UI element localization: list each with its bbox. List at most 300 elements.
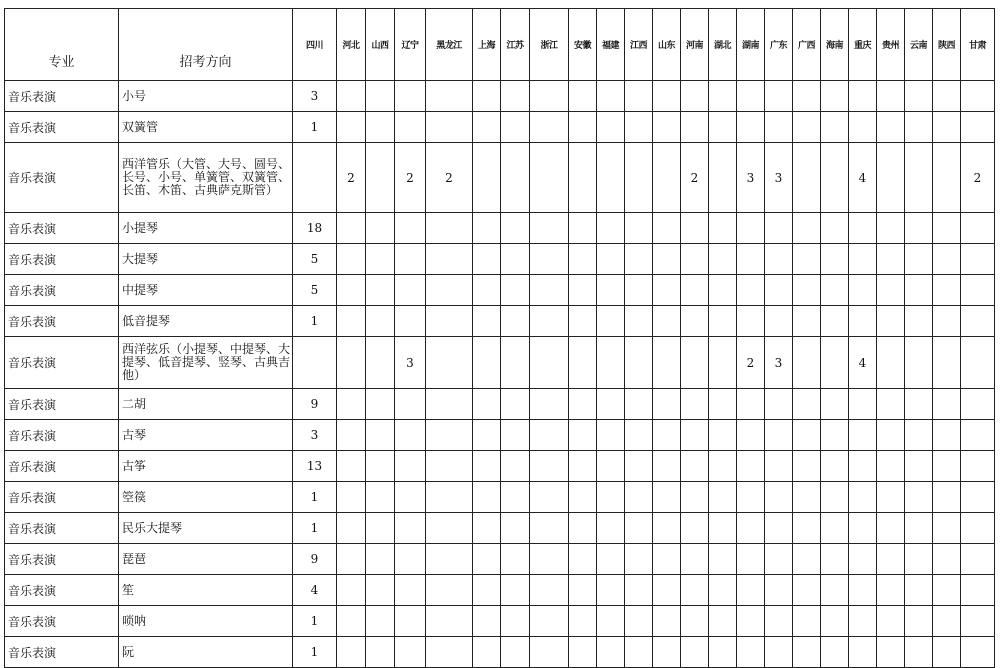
count-cell [681, 244, 709, 275]
count-cell [821, 513, 849, 544]
count-cell: 3 [765, 143, 793, 213]
count-cell [737, 575, 765, 606]
count-cell [530, 275, 569, 306]
count-cell [849, 81, 877, 112]
count-cell [501, 513, 530, 544]
count-cell [821, 306, 849, 337]
count-cell [569, 637, 597, 668]
header-province: 广东 [765, 9, 793, 81]
count-cell [765, 389, 793, 420]
count-cell [821, 606, 849, 637]
count-cell [597, 637, 625, 668]
count-cell: 2 [426, 143, 473, 213]
count-cell [366, 637, 395, 668]
count-cell [597, 544, 625, 575]
count-cell [933, 389, 961, 420]
count-cell [961, 575, 995, 606]
count-cell [597, 451, 625, 482]
count-cell [530, 637, 569, 668]
count-cell [653, 81, 681, 112]
count-cell [653, 389, 681, 420]
count-cell [681, 637, 709, 668]
count-cell [961, 482, 995, 513]
count-cell [737, 81, 765, 112]
count-cell [653, 544, 681, 575]
table-row [5, 112, 995, 143]
count-cell [395, 244, 426, 275]
table-row [5, 337, 995, 389]
count-cell [597, 420, 625, 451]
count-cell [765, 244, 793, 275]
count-cell [337, 389, 366, 420]
count-cell [905, 637, 933, 668]
count-cell [821, 112, 849, 143]
count-cell [961, 306, 995, 337]
count-cell [793, 451, 821, 482]
major-cell: 音乐表演 [5, 482, 119, 513]
count-cell [395, 213, 426, 244]
count-cell [366, 513, 395, 544]
count-cell [597, 482, 625, 513]
count-cell: 1 [293, 112, 337, 143]
count-cell [337, 544, 366, 575]
count-cell [426, 575, 473, 606]
count-cell [765, 112, 793, 143]
count-cell [849, 389, 877, 420]
count-cell [653, 451, 681, 482]
count-cell [793, 482, 821, 513]
count-cell [501, 544, 530, 575]
count-cell [337, 306, 366, 337]
count-cell [961, 451, 995, 482]
count-cell [569, 513, 597, 544]
count-cell [569, 451, 597, 482]
count-cell [821, 451, 849, 482]
count-cell [877, 306, 905, 337]
major-cell: 音乐表演 [5, 112, 119, 143]
count-cell: 5 [293, 244, 337, 275]
count-cell [293, 143, 337, 213]
count-cell [821, 389, 849, 420]
count-cell [395, 389, 426, 420]
count-cell [737, 275, 765, 306]
count-cell [597, 337, 625, 389]
count-cell [709, 575, 737, 606]
count-cell [793, 213, 821, 244]
count-cell [877, 513, 905, 544]
count-cell [793, 337, 821, 389]
count-cell [653, 482, 681, 513]
count-cell [501, 112, 530, 143]
count-cell [366, 389, 395, 420]
header-province: 湖北 [709, 9, 737, 81]
count-cell [395, 112, 426, 143]
header-province: 山西 [366, 9, 395, 81]
count-cell [653, 244, 681, 275]
count-cell [933, 306, 961, 337]
count-cell [961, 513, 995, 544]
count-cell [681, 482, 709, 513]
count-cell [473, 112, 501, 143]
count-cell [905, 606, 933, 637]
count-cell [793, 420, 821, 451]
count-cell [849, 544, 877, 575]
count-cell [625, 482, 653, 513]
count-cell [821, 544, 849, 575]
count-cell [426, 213, 473, 244]
count-cell [961, 213, 995, 244]
count-cell [366, 306, 395, 337]
count-cell [501, 244, 530, 275]
count-cell [933, 575, 961, 606]
count-cell [877, 637, 905, 668]
count-cell [877, 275, 905, 306]
count-cell [337, 81, 366, 112]
count-cell [337, 575, 366, 606]
count-cell [530, 112, 569, 143]
count-cell: 18 [293, 213, 337, 244]
count-cell [849, 306, 877, 337]
count-cell [501, 81, 530, 112]
count-cell [366, 575, 395, 606]
count-cell [681, 451, 709, 482]
count-cell [793, 389, 821, 420]
count-cell [501, 275, 530, 306]
count-cell [473, 544, 501, 575]
count-cell [681, 213, 709, 244]
count-cell: 3 [395, 337, 426, 389]
count-cell [849, 513, 877, 544]
count-cell [473, 306, 501, 337]
count-cell [905, 112, 933, 143]
count-cell [569, 213, 597, 244]
count-cell [821, 337, 849, 389]
table-row [5, 143, 995, 213]
count-cell [597, 389, 625, 420]
count-cell [709, 81, 737, 112]
count-cell [501, 143, 530, 213]
count-cell [366, 337, 395, 389]
count-cell [473, 482, 501, 513]
count-cell [709, 451, 737, 482]
direction-cell: 西洋管乐（大管、大号、圆号、长号、小号、单簧管、双簧管、长笛、木笛、古典萨克斯管） [119, 143, 293, 213]
header-province: 江苏 [501, 9, 530, 81]
count-cell [625, 337, 653, 389]
count-cell [653, 306, 681, 337]
header-province: 甘肃 [961, 9, 995, 81]
count-cell [395, 637, 426, 668]
count-cell [821, 275, 849, 306]
count-cell [653, 112, 681, 143]
count-cell [530, 575, 569, 606]
count-cell [366, 275, 395, 306]
major-cell: 音乐表演 [5, 389, 119, 420]
count-cell [337, 513, 366, 544]
major-cell: 音乐表演 [5, 575, 119, 606]
count-cell [653, 337, 681, 389]
count-cell [473, 213, 501, 244]
major-cell: 音乐表演 [5, 143, 119, 213]
count-cell [681, 606, 709, 637]
count-cell [821, 81, 849, 112]
header-province: 山东 [653, 9, 681, 81]
count-cell [933, 420, 961, 451]
count-cell [530, 513, 569, 544]
table-row [5, 420, 995, 451]
count-cell: 2 [961, 143, 995, 213]
count-cell [905, 389, 933, 420]
count-cell [905, 275, 933, 306]
count-cell [709, 637, 737, 668]
count-cell: 5 [293, 275, 337, 306]
count-cell: 1 [293, 606, 337, 637]
count-cell [530, 606, 569, 637]
count-cell: 1 [293, 482, 337, 513]
count-cell [569, 81, 597, 112]
count-cell [709, 275, 737, 306]
count-cell [877, 420, 905, 451]
count-cell [653, 513, 681, 544]
count-cell [625, 575, 653, 606]
direction-cell: 唢呐 [119, 606, 293, 637]
count-cell [426, 389, 473, 420]
major-cell: 音乐表演 [5, 544, 119, 575]
header-province: 重庆 [849, 9, 877, 81]
count-cell [821, 213, 849, 244]
count-cell [737, 513, 765, 544]
count-cell [395, 575, 426, 606]
count-cell [877, 606, 905, 637]
table-row [5, 389, 995, 420]
count-cell [597, 213, 625, 244]
count-cell [681, 575, 709, 606]
count-cell [905, 244, 933, 275]
count-cell [625, 513, 653, 544]
header-province: 河北 [337, 9, 366, 81]
count-cell [765, 606, 793, 637]
count-cell [653, 606, 681, 637]
count-cell [473, 389, 501, 420]
count-cell [765, 420, 793, 451]
header-province: 陕西 [933, 9, 961, 81]
count-cell [905, 213, 933, 244]
count-cell [569, 606, 597, 637]
count-cell [709, 244, 737, 275]
count-cell [877, 389, 905, 420]
direction-cell: 小号 [119, 81, 293, 112]
count-cell [366, 213, 395, 244]
count-cell [709, 420, 737, 451]
count-cell [366, 420, 395, 451]
count-cell [877, 81, 905, 112]
count-cell [681, 81, 709, 112]
major-cell: 音乐表演 [5, 213, 119, 244]
count-cell [933, 143, 961, 213]
count-cell [709, 513, 737, 544]
enrollment-table [4, 8, 995, 668]
count-cell [849, 213, 877, 244]
count-cell [473, 513, 501, 544]
count-cell [709, 544, 737, 575]
count-cell [337, 244, 366, 275]
count-cell: 4 [849, 143, 877, 213]
count-cell [395, 513, 426, 544]
count-cell [366, 482, 395, 513]
count-cell [530, 213, 569, 244]
count-cell [737, 451, 765, 482]
count-cell [597, 275, 625, 306]
count-cell [737, 482, 765, 513]
count-cell [530, 244, 569, 275]
count-cell [933, 275, 961, 306]
count-cell [737, 213, 765, 244]
count-cell [569, 337, 597, 389]
count-cell [905, 306, 933, 337]
direction-cell: 双簧管 [119, 112, 293, 143]
count-cell [395, 420, 426, 451]
count-cell [821, 482, 849, 513]
count-cell [877, 575, 905, 606]
count-cell [905, 143, 933, 213]
count-cell [681, 112, 709, 143]
count-cell [765, 275, 793, 306]
count-cell [653, 637, 681, 668]
count-cell [737, 244, 765, 275]
count-cell [501, 420, 530, 451]
table-row [5, 213, 995, 244]
count-cell [530, 81, 569, 112]
header-province: 江西 [625, 9, 653, 81]
count-cell [426, 637, 473, 668]
count-cell [473, 244, 501, 275]
header-province: 广西 [793, 9, 821, 81]
count-cell [961, 337, 995, 389]
count-cell [849, 275, 877, 306]
count-cell: 13 [293, 451, 337, 482]
count-cell [366, 451, 395, 482]
count-cell [877, 337, 905, 389]
count-cell [366, 244, 395, 275]
count-cell [821, 143, 849, 213]
count-cell [737, 112, 765, 143]
direction-cell: 古筝 [119, 451, 293, 482]
count-cell [625, 112, 653, 143]
count-cell [597, 244, 625, 275]
table-row [5, 81, 995, 112]
count-cell [905, 337, 933, 389]
count-cell [625, 637, 653, 668]
count-cell [905, 420, 933, 451]
count-cell [905, 482, 933, 513]
count-cell [821, 575, 849, 606]
count-cell [793, 606, 821, 637]
major-cell: 音乐表演 [5, 606, 119, 637]
count-cell: 1 [293, 637, 337, 668]
count-cell [473, 337, 501, 389]
count-cell [395, 451, 426, 482]
count-cell [709, 306, 737, 337]
count-cell [653, 275, 681, 306]
count-cell [933, 81, 961, 112]
count-cell [793, 143, 821, 213]
count-cell [473, 81, 501, 112]
count-cell [597, 112, 625, 143]
count-cell [473, 143, 501, 213]
count-cell [905, 575, 933, 606]
count-cell [681, 389, 709, 420]
count-cell [625, 420, 653, 451]
count-cell [793, 575, 821, 606]
count-cell [849, 482, 877, 513]
table-row [5, 637, 995, 668]
header-province: 辽宁 [395, 9, 426, 81]
direction-cell: 箜篌 [119, 482, 293, 513]
count-cell [501, 606, 530, 637]
table-row [5, 275, 995, 306]
count-cell [961, 244, 995, 275]
header-province: 浙江 [530, 9, 569, 81]
count-cell [625, 81, 653, 112]
direction-cell: 中提琴 [119, 275, 293, 306]
count-cell [293, 337, 337, 389]
count-cell [765, 81, 793, 112]
count-cell [426, 306, 473, 337]
major-cell: 音乐表演 [5, 244, 119, 275]
count-cell [793, 544, 821, 575]
major-cell: 音乐表演 [5, 306, 119, 337]
count-cell [625, 244, 653, 275]
table-row [5, 575, 995, 606]
count-cell [625, 143, 653, 213]
count-cell [337, 451, 366, 482]
count-cell [426, 606, 473, 637]
count-cell [961, 112, 995, 143]
header-province: 河南 [681, 9, 709, 81]
count-cell [933, 451, 961, 482]
count-cell [426, 337, 473, 389]
count-cell [877, 143, 905, 213]
count-cell [905, 544, 933, 575]
count-cell [395, 606, 426, 637]
direction-cell: 笙 [119, 575, 293, 606]
count-cell [709, 213, 737, 244]
count-cell [793, 244, 821, 275]
count-cell [933, 513, 961, 544]
count-cell [501, 451, 530, 482]
count-cell: 2 [337, 143, 366, 213]
count-cell [625, 306, 653, 337]
count-cell [933, 544, 961, 575]
count-cell [821, 637, 849, 668]
count-cell [877, 482, 905, 513]
count-cell [625, 213, 653, 244]
table-row [5, 482, 995, 513]
count-cell [821, 420, 849, 451]
direction-cell: 阮 [119, 637, 293, 668]
count-cell [961, 637, 995, 668]
count-cell: 3 [293, 81, 337, 112]
count-cell [426, 112, 473, 143]
count-cell [530, 143, 569, 213]
count-cell [530, 389, 569, 420]
count-cell [530, 544, 569, 575]
count-cell [877, 213, 905, 244]
count-cell: 3 [765, 337, 793, 389]
count-cell [597, 513, 625, 544]
count-cell [709, 482, 737, 513]
count-cell [569, 143, 597, 213]
header-province: 四川 [293, 9, 337, 81]
